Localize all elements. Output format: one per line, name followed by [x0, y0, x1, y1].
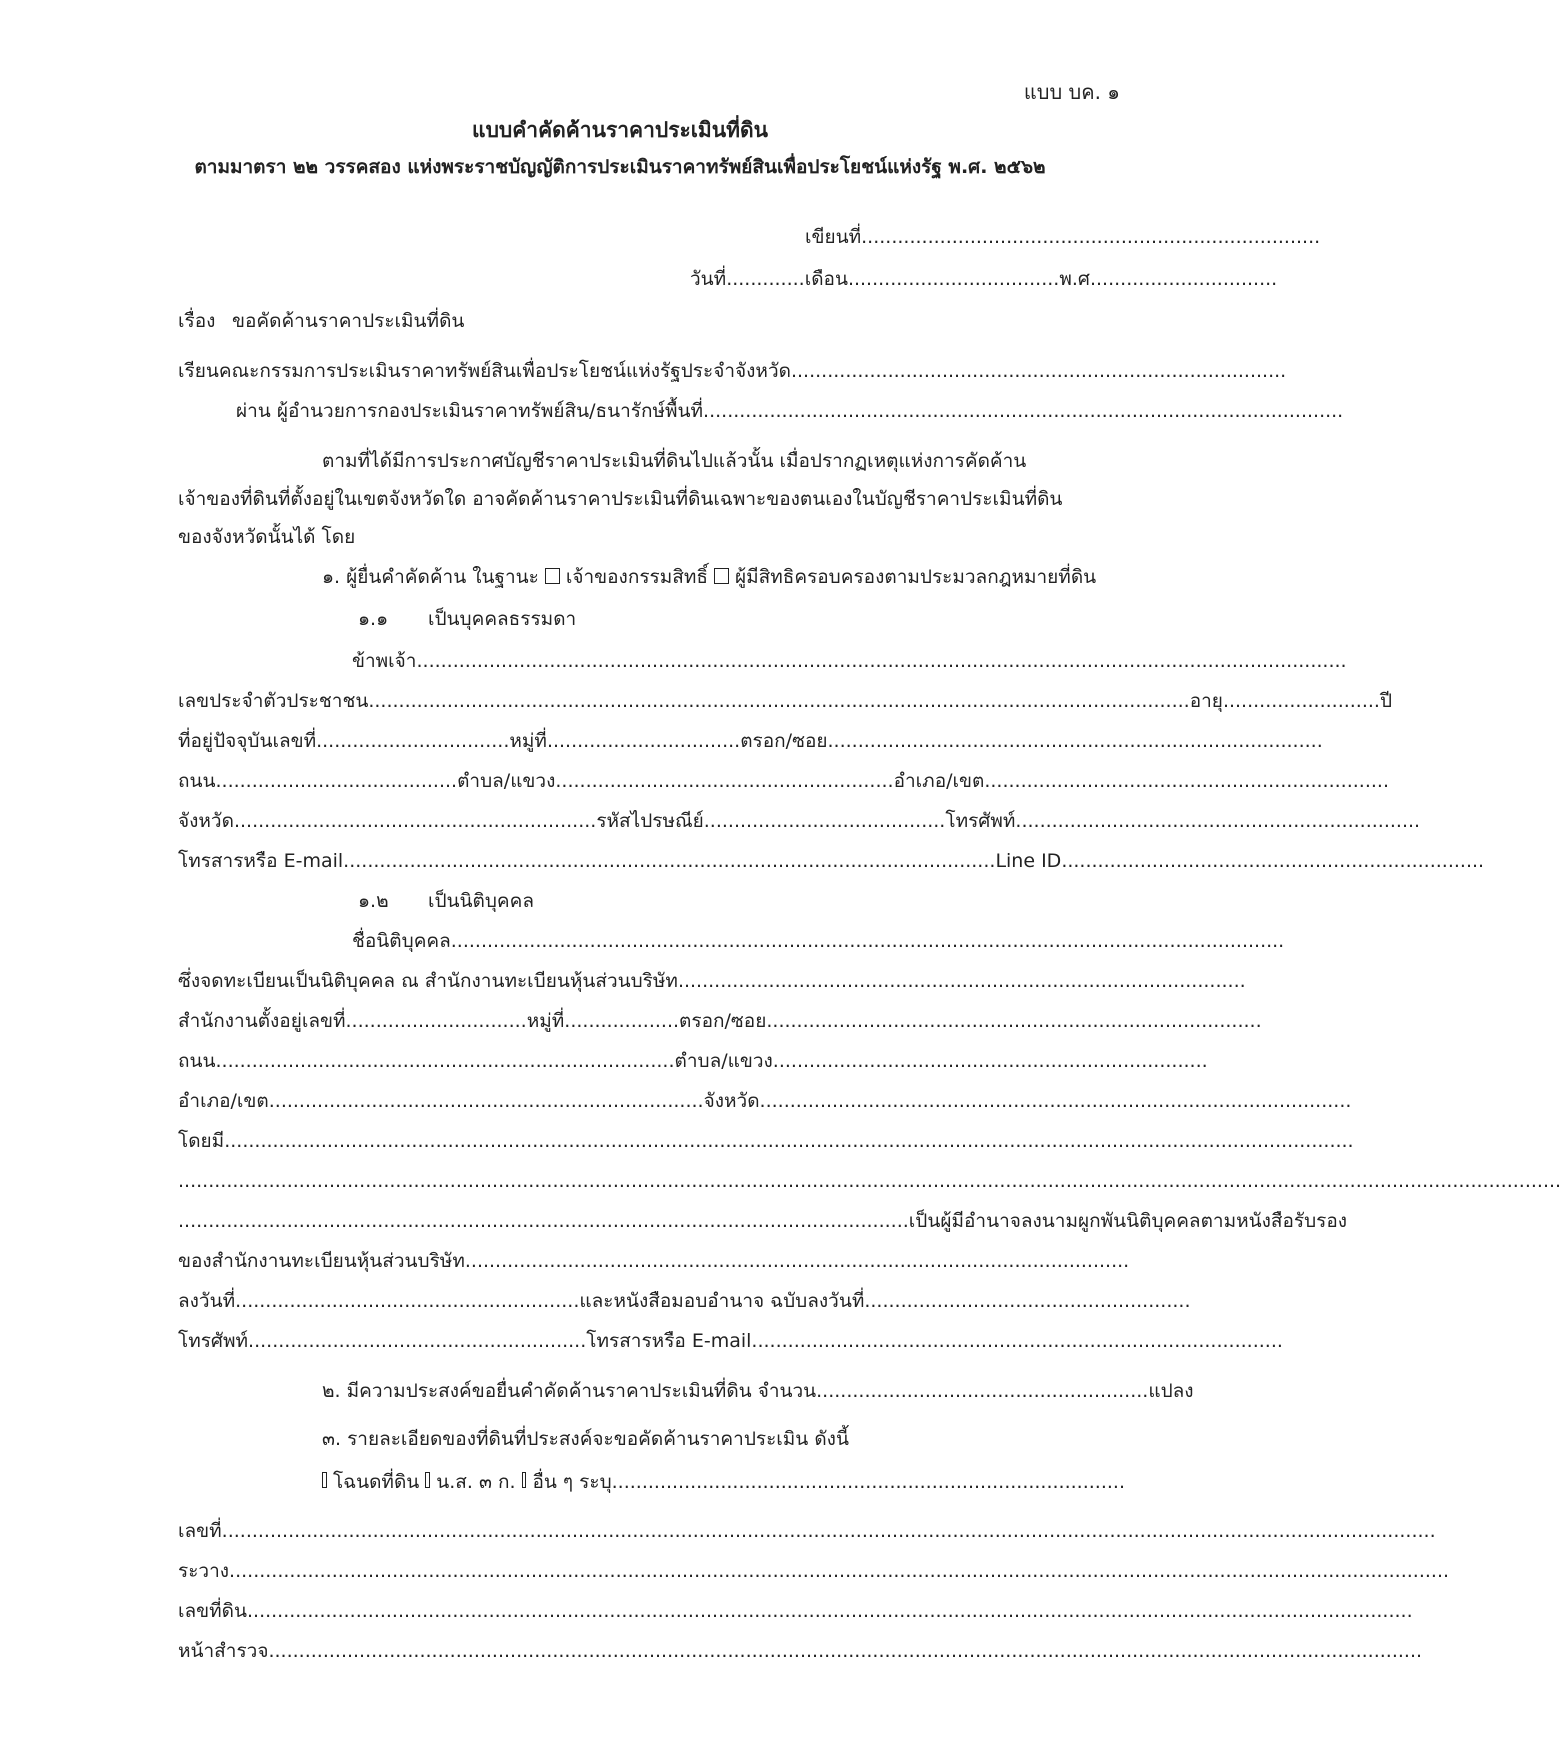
dot-leader: .......................................................................................................................................................... — [416, 650, 1347, 672]
dot-leader: .............................................................................................................. — [464, 1250, 1130, 1272]
parcel-number-label: เลขที่ดิน — [178, 1600, 247, 1622]
date-field[interactable] — [690, 268, 1278, 290]
dot-leader: ....................................................... — [816, 1380, 1149, 1402]
rawang-label: ระวาง — [178, 1560, 230, 1582]
intro-line-1: ตามที่ได้มีการประกาศบัญชีราคาประเมินที่ดินไปแล้วนั้น เมื่อปรากฏเหตุแห่งการคัดค้าน — [322, 450, 1027, 472]
dot-leader: ................................................................... — [1015, 810, 1421, 832]
item-1-2-number: ๑.๒ — [358, 890, 389, 912]
item-3-options — [322, 1472, 1125, 1492]
dot-leader: .......................................................................................................................................... — [450, 930, 1285, 952]
of-office-label: ของสำนักงานทะเบียนหุ้นส่วนบริษัท — [178, 1250, 465, 1272]
rawang-field[interactable] — [178, 1560, 1450, 1582]
dot-leader: ........................................ — [703, 810, 946, 832]
dated-label: ลงวันที่ — [178, 1290, 236, 1312]
item-3-text: ๓. รายละเอียดของที่ดินที่ประสงค์จะขอคัดค้านราคาประเมิน ดังนี้ — [322, 1428, 849, 1450]
juristic-name-label: ชื่อนิติบุคคล — [352, 930, 451, 952]
item-2-row[interactable] — [322, 1380, 1194, 1402]
dot-leader: ........................................................................ — [268, 1090, 704, 1112]
item-1-1-number: ๑.๑ — [358, 608, 389, 630]
applicant-name-label: ข้าพเจ้า — [352, 650, 417, 672]
office-address-row-3[interactable] — [178, 1090, 1352, 1112]
land-doc-number-label: เลขที่ — [178, 1520, 222, 1542]
land-number-field[interactable] — [178, 1520, 1436, 1542]
dot-leader: ................................ — [316, 730, 510, 752]
tambon-label: ตำบล/แขวง — [674, 1050, 773, 1072]
dot-leader: ............................................................................ — [215, 1050, 675, 1072]
to-field[interactable] — [178, 360, 1287, 382]
dot-leader: ............. — [726, 268, 805, 290]
phone-label: โทรศัพท์ — [945, 810, 1016, 832]
address-row-2[interactable] — [178, 770, 1389, 792]
via-field[interactable] — [236, 400, 1344, 422]
moo-label: หมู่ที่ — [526, 1010, 565, 1032]
parcel-number-field[interactable] — [178, 1600, 1413, 1622]
authorized-signatory-row[interactable] — [178, 1210, 1348, 1232]
fax-email-label: โทรสารหรือ E-mail — [586, 1330, 752, 1352]
dot-leader: ........................................................ — [555, 770, 894, 792]
registrar-office-field[interactable] — [178, 1250, 1130, 1272]
by-label: โดยมี — [178, 1130, 225, 1152]
dot-leader: ..................................................................................... — [611, 1471, 1125, 1493]
province-label: จังหวัด — [178, 810, 234, 832]
dot-leader: ................................................................................................................................................................................................. — [246, 1600, 1413, 1622]
poa-label: และหนังสือมอบอำนาจ ฉบับลงวันที่ — [579, 1290, 865, 1312]
dot-leader: ........................................................................................................................................ — [368, 690, 1190, 712]
other-checkbox[interactable] — [522, 1472, 527, 1488]
dot-leader: ................... — [564, 1010, 680, 1032]
to-text: คณะกรรมการประเมินราคาทรัพย์สินเพื่อประโยชน์แห่งรัฐประจำจังหวัด — [218, 360, 791, 382]
to-label: เรียน — [178, 360, 219, 382]
applicant-name-field[interactable] — [352, 650, 1347, 672]
other-option-label: อื่น ๆ ระบุ — [532, 1471, 612, 1493]
juristic-contact-row[interactable] — [178, 1330, 1283, 1352]
intro-line-2: เจ้าของที่ดินที่ตั้งอยู่ในเขตจังหวัดใด อาจคัดค้านราคาประเมินที่ดินเฉพาะของตนเองในบัญชีราคาประเมินที่ดิน — [178, 488, 1063, 510]
dot-leader: .......................................................................................................................................................................................................... — [229, 1560, 1450, 1582]
dot-leader: .............................................................................................. — [677, 970, 1246, 992]
dot-leader: ........................................................................................ — [751, 1330, 1283, 1352]
dot-leader: ..................................................................................................................................................................................................................................... — [178, 1170, 1561, 1192]
soi-label: ตรอก/ซอย — [679, 1010, 767, 1032]
moo-label: หมู่ที่ — [509, 730, 547, 752]
postcode-label: รหัสไปรษณีย์ — [596, 810, 704, 832]
office-address-row-2[interactable] — [178, 1050, 1208, 1072]
dot-leader: ........................................................................................................................................................................................... — [224, 1130, 1354, 1152]
address-row-1[interactable] — [178, 730, 1323, 752]
registered-at-label: ซึ่งจดทะเบียนเป็นนิติบุคคล ณ สำนักงานทะเบียนหุ้นส่วนบริษัท — [178, 970, 678, 992]
page-title: แบบคำคัดค้านราคาประเมินที่ดิน — [472, 118, 768, 142]
amphoe-label: อำเภอ/เขต — [178, 1090, 269, 1112]
road-label: ถนน — [178, 770, 216, 792]
fax-email-label: โทรสารหรือ E-mail — [178, 850, 344, 872]
written-at-field[interactable] — [805, 226, 1321, 248]
via-text: ผ่าน ผู้อำนวยการกองประเมินราคาทรัพย์สิน/ธนารักษ์พื้นที่ — [236, 400, 704, 422]
dot-leader: .................................................................................................. — [759, 1090, 1352, 1112]
dot-leader: ................................ — [546, 730, 741, 752]
subject-text: ขอคัดค้านราคาประเมินที่ดิน — [232, 310, 465, 332]
dot-leader: ......................................................................................................................... — [178, 1210, 909, 1232]
dot-leader: ............................................................ — [233, 810, 597, 832]
road-label: ถนน — [178, 1050, 216, 1072]
dot-leader: .......................................................................................................... — [703, 400, 1344, 422]
dot-leader: ........................................ — [215, 770, 458, 792]
dot-leader: .................................................................................. — [790, 360, 1287, 382]
id-card-label: เลขประจำตัวประชาชน — [178, 690, 369, 712]
tambon-label: ตำบล/แขวง — [457, 770, 556, 792]
year-label: ปี — [1379, 690, 1393, 712]
page-subtitle: ตามมาตรา ๒๒ วรรคสอง แห่งพระราชบัญญัติการประเมินราคาทรัพย์สินเพื่อประโยชน์แห่งรัฐ พ.ศ. ๒๕๖๒ — [194, 156, 1046, 178]
dot-leader: .......................... — [1222, 690, 1380, 712]
date-year-label: พ.ศ. — [1059, 268, 1096, 290]
address-row-3[interactable] — [178, 810, 1421, 832]
dot-leader: ............................................................................ — [861, 226, 1321, 248]
soi-label: ตรอก/ซอย — [740, 730, 828, 752]
phone-label: โทรศัพท์ — [178, 1330, 249, 1352]
subject-label: เรื่อง — [178, 310, 216, 332]
survey-page-label: หน้าสำรวจ — [178, 1640, 269, 1662]
authorized-label: เป็นผู้มีอำนาจลงนามผูกพันนิติบุคคลตามหนังสือรับรอง — [908, 1210, 1348, 1232]
form-code: แบบ บค. ๑ — [1023, 80, 1120, 104]
dot-leader: .............................. — [345, 1010, 527, 1032]
deed-checkbox[interactable] — [322, 1472, 327, 1488]
item-1-label: ๑. ผู้ยื่นคำคัดค้าน ในฐานะ — [322, 566, 539, 588]
item-2-text: ๒. มีความประสงค์ขอยื่นคำคัดค้านราคาประเมินที่ดิน จำนวน — [322, 1380, 817, 1402]
contact-row[interactable] — [178, 850, 1485, 872]
id-age-row[interactable] — [178, 690, 1393, 712]
possessor-checkbox[interactable] — [714, 568, 729, 584]
date-day-label: วันที่ — [690, 268, 727, 290]
dot-leader: ................................................................... — [984, 770, 1389, 792]
age-label: อายุ — [1189, 690, 1223, 712]
item-1-1-text: เป็นบุคคลธรรมดา — [428, 608, 577, 630]
dot-leader: ............................................................................................................ — [343, 850, 996, 872]
dot-leader: ........................................................................ — [772, 1050, 1208, 1072]
dot-leader: ...................................................... — [864, 1290, 1191, 1312]
authorized-continuation-line[interactable] — [178, 1170, 1561, 1192]
date-month-label: เดือน — [804, 268, 848, 290]
address-number-label: ที่อยู่ปัจจุบันเลขที่ — [178, 730, 317, 752]
item-2-unit: แปลง — [1148, 1380, 1194, 1402]
ns3k-option-label: น.ส. ๓ ก. — [436, 1471, 516, 1493]
dated-row[interactable] — [178, 1290, 1191, 1312]
dot-leader: ........................................................ — [248, 1330, 587, 1352]
province-label: จังหวัด — [703, 1090, 760, 1112]
possessor-option-label: ผู้มีสิทธิครอบครองตามประมวลกฎหมายที่ดิน — [734, 566, 1097, 588]
authorized-by-field[interactable] — [178, 1130, 1354, 1152]
intro-line-3: ของจังหวัดนั้นได้ โดย — [178, 526, 356, 548]
written-at-label: เขียนที่ — [805, 226, 862, 248]
office-address-row-1[interactable] — [178, 1010, 1262, 1032]
dot-leader: ................................... — [847, 268, 1060, 290]
item-1-row — [322, 568, 1096, 587]
dot-leader: .................................................................................. — [827, 730, 1323, 752]
line-id-label: Line ID — [995, 850, 1062, 872]
dot-leader: .................................................................................. — [766, 1010, 1262, 1032]
dot-leader: .............................. — [1096, 268, 1278, 290]
dot-leader: ......................................................... — [235, 1290, 580, 1312]
amphoe-label: อำเภอ/เขต — [893, 770, 985, 792]
dot-leader: ...................................................................... — [1061, 850, 1485, 872]
dot-leader: ............................................................................................................................................................................................... — [268, 1640, 1423, 1662]
owner-option-label: เจ้าของกรรมสิทธิ์ — [565, 566, 708, 588]
survey-page-field[interactable] — [178, 1640, 1423, 1662]
dot-leader: ......................................................................................................................................................................................................... — [221, 1520, 1436, 1542]
owner-checkbox[interactable] — [545, 568, 560, 584]
registered-at-field[interactable] — [178, 970, 1246, 992]
office-number-label: สำนักงานตั้งอยู่เลขที่ — [178, 1010, 346, 1032]
ns3k-checkbox[interactable] — [425, 1472, 430, 1488]
item-1-2-text: เป็นนิติบุคคล — [428, 890, 534, 912]
deed-option-label: โฉนดที่ดิน — [332, 1471, 420, 1493]
juristic-name-field[interactable] — [352, 930, 1285, 952]
